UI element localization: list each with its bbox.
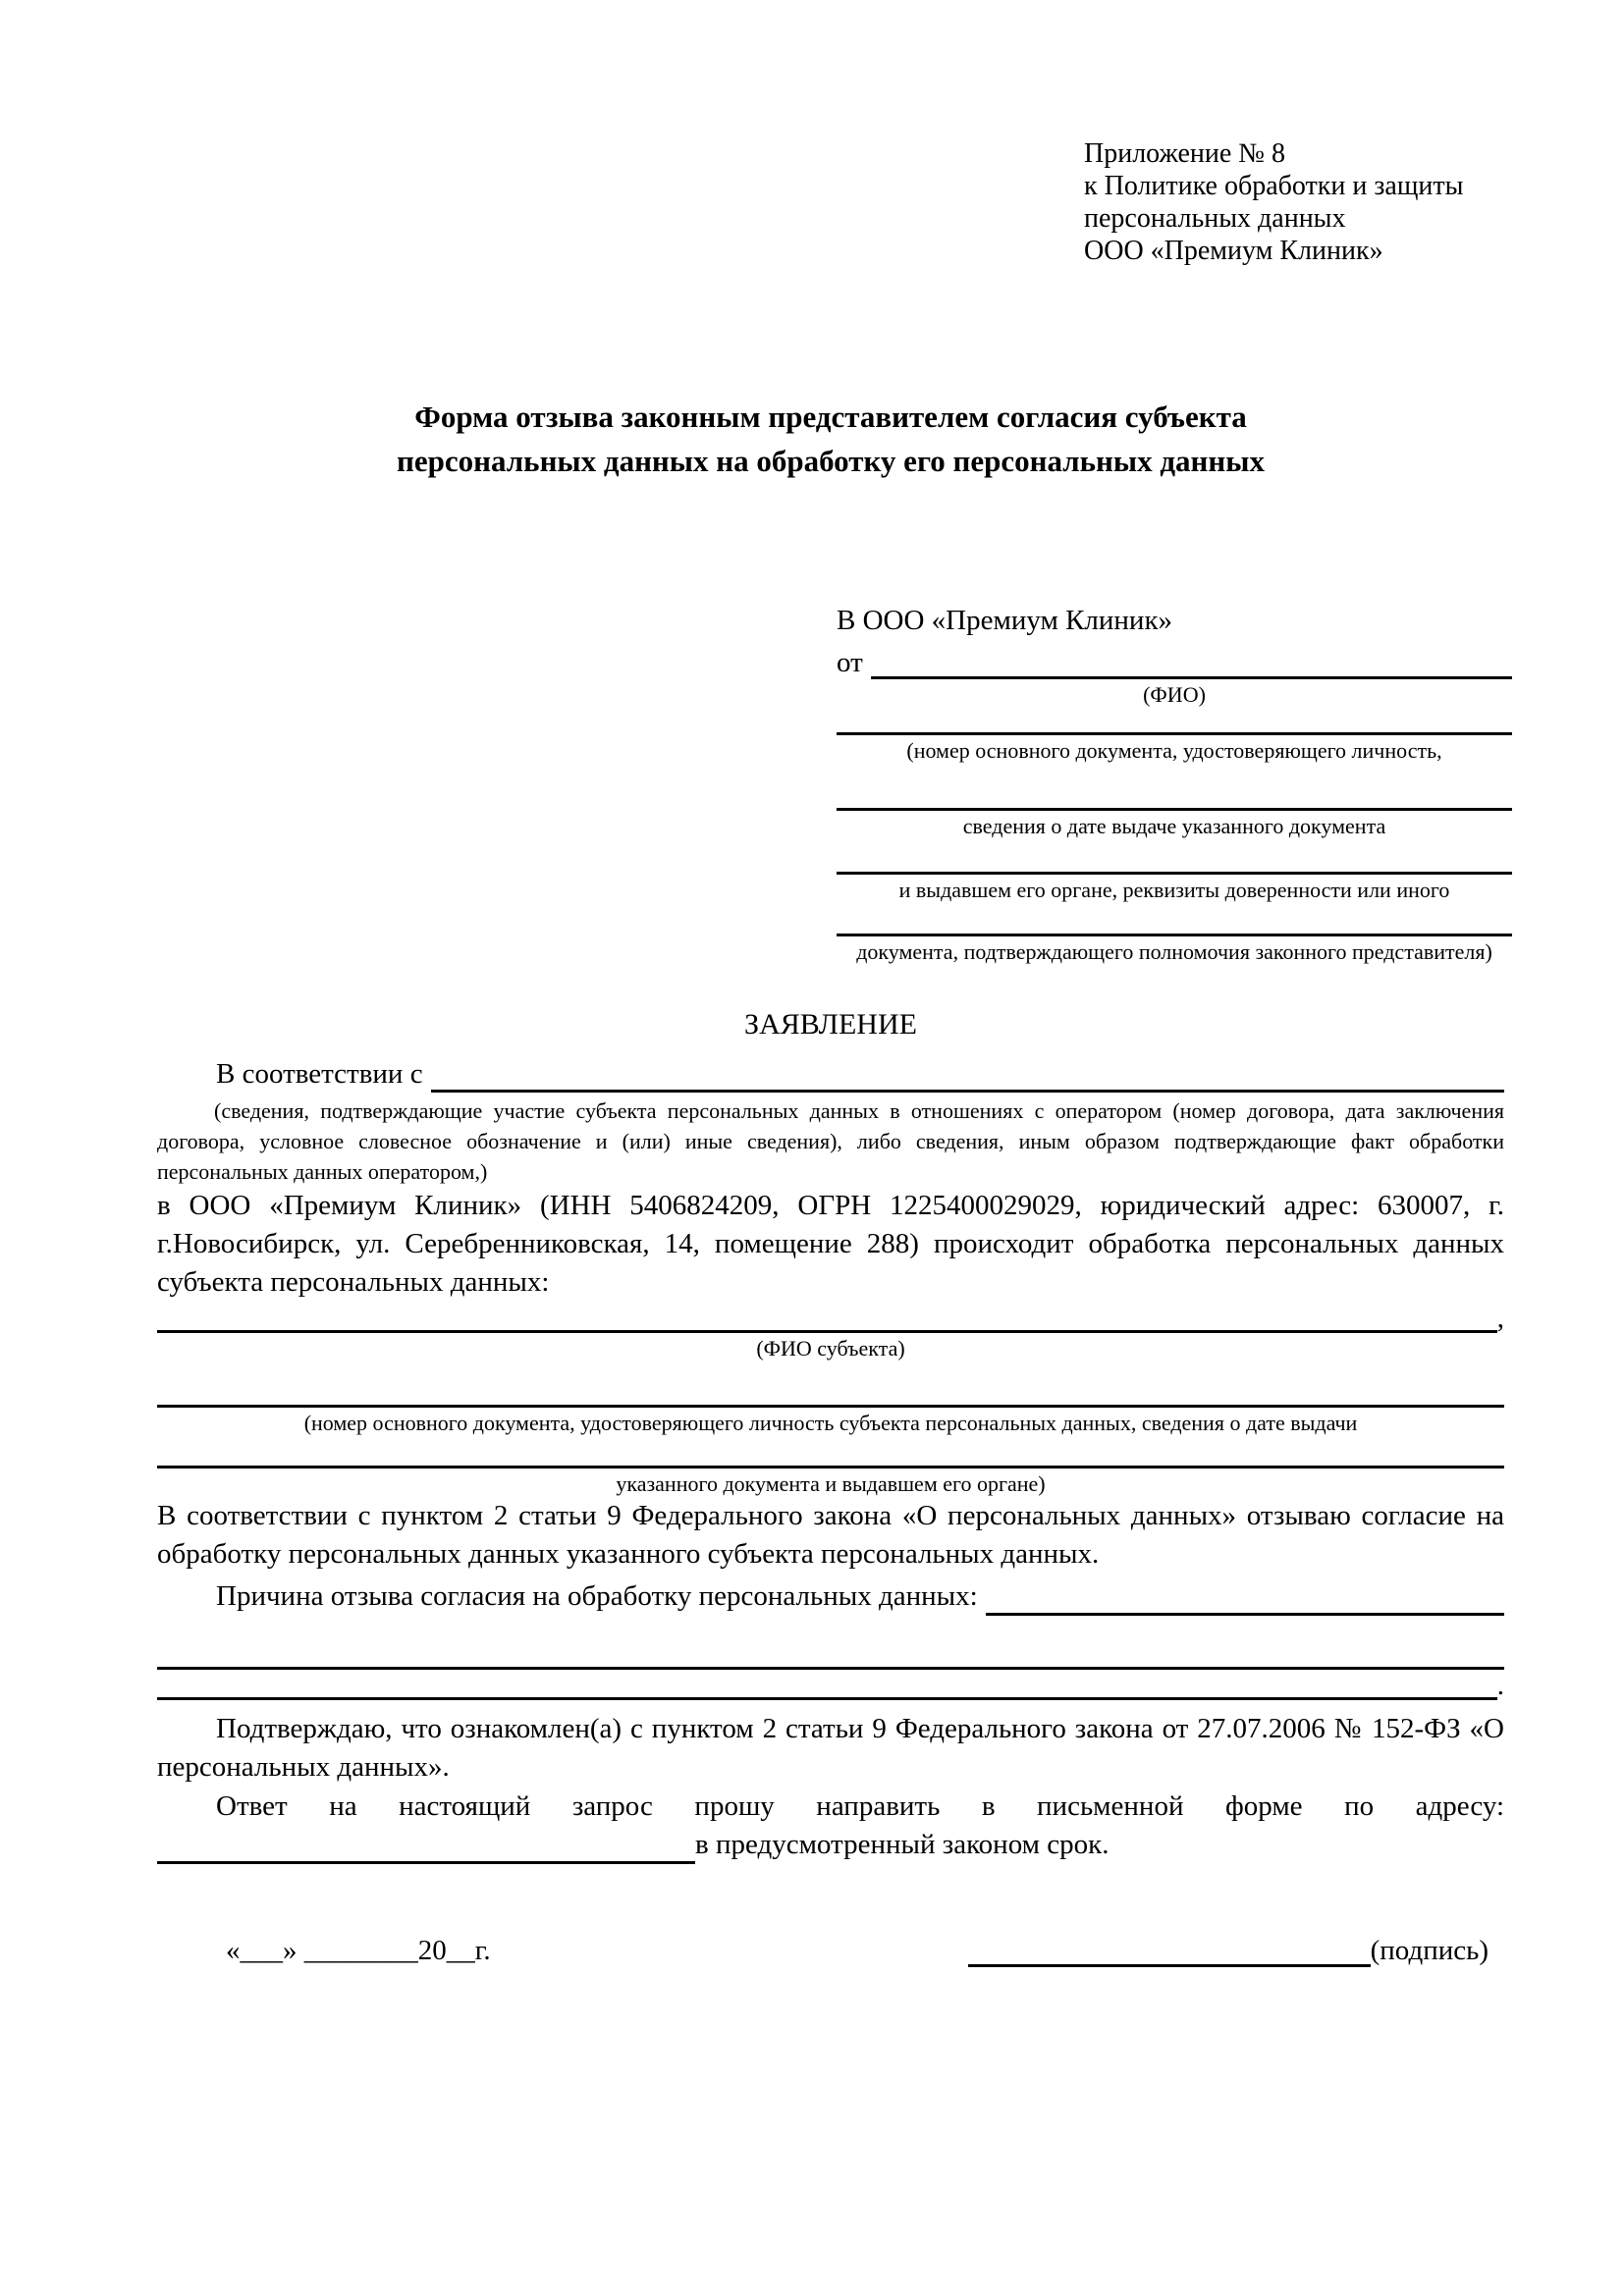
signature-caption: (подпись) — [1370, 1935, 1489, 1966]
appendix-policy-line2: персональных данных — [1084, 203, 1346, 234]
withdrawal-paragraph: В соответствии с пунктом 2 статьи 9 Федерального закона «О персональных данных» отзываю согласие на обработку персональных данных указанного субъекта персональных данных. — [157, 1500, 1504, 1570]
reason-blank-line2 — [157, 1616, 1504, 1670]
fio-caption: (ФИО) — [1143, 682, 1206, 707]
subject-fio-caption: (ФИО субъекта) — [756, 1336, 905, 1361]
appendix-header — [1084, 137, 1506, 267]
appendix-company: ООО «Премиум Клиник» — [1084, 236, 1383, 266]
representative-doc-caption: (номер основного документа, удостоверяющего личность, — [906, 738, 1442, 763]
appendix-policy-line: к Политике обработки и защиты — [1084, 171, 1464, 201]
response-paragraph-line1: Ответ на настоящий запрос прошу направить в письменной форме по адресу: — [216, 1790, 1504, 1822]
subject-doc-blank-line — [157, 1362, 1504, 1408]
response-paragraph-tail: в предусмотренный законом срок. — [695, 1829, 1110, 1860]
basis-lead: В соответствии с — [216, 1058, 423, 1090]
doc-authority-blank-line — [837, 839, 1512, 875]
subject-fio-row — [157, 1302, 1504, 1333]
doc-issue-date-caption: сведения о дате выдаче указанного документа — [962, 814, 1386, 838]
basis-blank-line — [431, 1090, 1504, 1093]
addressee-to: В ООО «Премиум Клиник» — [837, 605, 1173, 636]
reason-row — [157, 1576, 1504, 1616]
subject-doc-caption: (номер основного документа, удостоверяющего личность субъекта персональных данных, сведения о дате выдачи — [303, 1411, 1358, 1435]
signature-footer — [157, 1935, 1504, 1967]
appendix-number: Приложение № 8 — [1084, 138, 1285, 169]
addressee-from-row — [837, 640, 1512, 679]
basis-caption: (сведения, подтверждающие участие субъекта персональных данных в отношениях с оператором (номер договора, дата заключения договора, условное словесное обозначение и (или) иные сведения), либо сведения, иным образом подтверждающие факт обработки персональных данных оператором,) — [157, 1098, 1504, 1184]
signature-blank-line — [968, 1935, 1371, 1967]
signature-group — [968, 1935, 1489, 1967]
from-label: от — [837, 647, 863, 678]
subject-fio-blank-line — [157, 1330, 1497, 1333]
subject-doc-blank-line2 — [157, 1436, 1504, 1468]
address-blank-line — [157, 1832, 695, 1864]
date-field: «___» ________20__г. — [226, 1935, 491, 1966]
document-title-line2: персональных данных на обработку его персональных данных — [397, 444, 1265, 478]
confirmation-paragraph: Подтверждаю, что ознакомлен(а) с пунктом 2 статьи 9 Федерального закона от 27.07.2006 № 152-ФЗ «О персональных данных». — [157, 1713, 1504, 1783]
doc-issue-date-blank-line — [837, 764, 1512, 811]
subject-fio-comma: , — [1496, 1303, 1504, 1334]
reason-row3 — [157, 1670, 1504, 1700]
doc-powers-blank-line — [837, 903, 1512, 936]
document-title — [157, 395, 1504, 483]
operator-paragraph: в ООО «Премиум Клиник» (ИНН 5406824209, ОГРН 1225400029029, юридический адрес: 630007, г. г.Новосибирск, ул. Серебренниковская, 14, помещение 288) происходит обработка персональных данных субъекта персональных данных: — [157, 1190, 1504, 1298]
doc-powers-caption: документа, подтверждающего полномочия законного представителя) — [856, 939, 1492, 964]
representative-fio-blank-line — [871, 676, 1512, 679]
reason-period: . — [1496, 1670, 1504, 1701]
response-address-row — [157, 1826, 1504, 1864]
document-title-line1: Форма отзыва законным представителем согласия субъекта — [414, 400, 1247, 434]
basis-row — [157, 1055, 1504, 1093]
statement-heading: ЗАЯВЛЕНИЕ — [744, 1008, 917, 1041]
representative-doc-blank-line — [837, 708, 1512, 735]
subject-doc-caption2: указанного документа и выдавшем его органе) — [616, 1471, 1046, 1496]
addressee-block — [837, 601, 1512, 965]
doc-authority-caption: и выдавшем его органе, реквизиты доверенности или иного — [898, 878, 1450, 902]
reason-lead: Причина отзыва согласия на обработку персональных данных: — [216, 1580, 978, 1612]
reason-blank-line — [986, 1613, 1504, 1616]
reason-blank-line3 — [157, 1697, 1497, 1700]
